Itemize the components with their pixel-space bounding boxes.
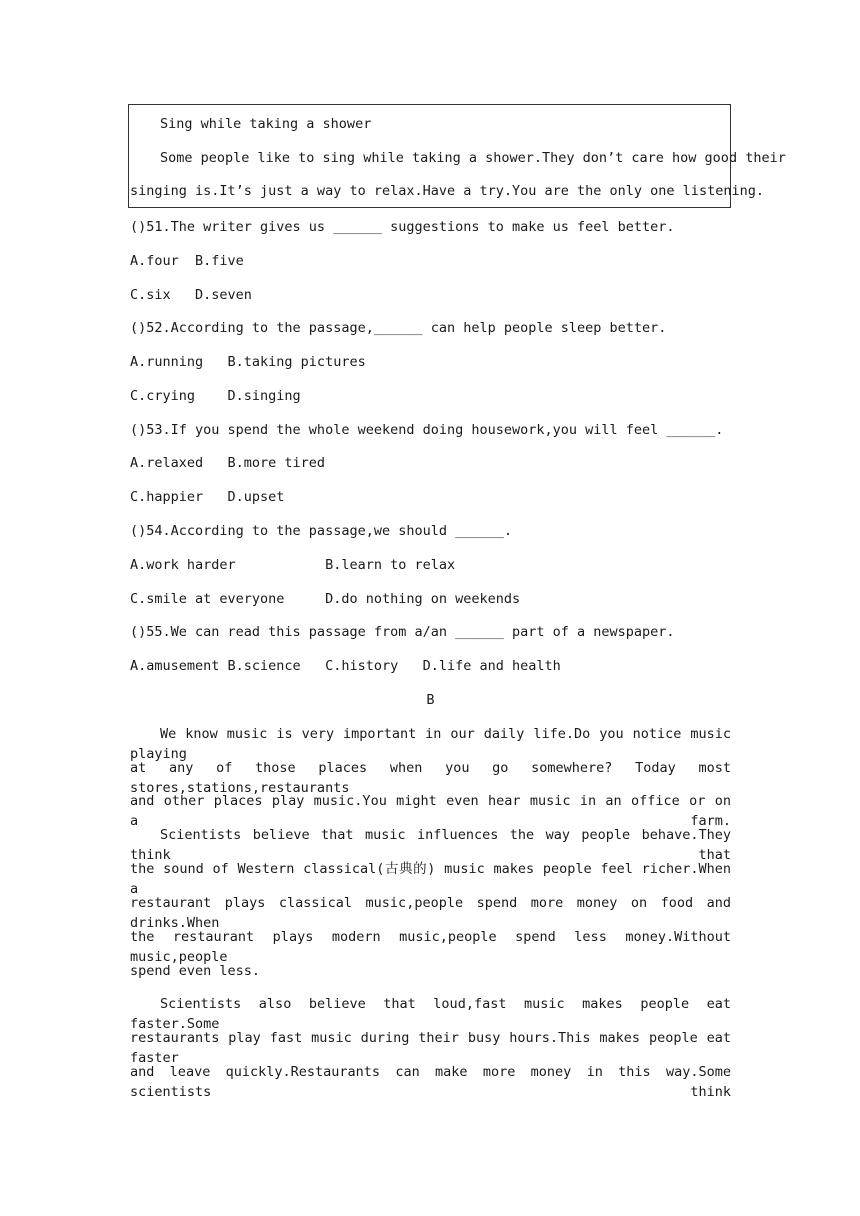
question-53: ()53.If you spend the whole weekend doing housework,you will feel ______. [130, 422, 724, 438]
question-54: ()54.According to the passage,we should ______. [130, 523, 513, 539]
question-option: C.happier D.upset [130, 489, 285, 505]
question-option: C.crying D.singing [130, 388, 301, 404]
question-option: A.relaxed B.more tired [130, 455, 326, 471]
question-option: A.work harder B.learn to relax [130, 557, 456, 573]
question-option: A.four B.five [130, 253, 244, 269]
question-option: A.amusement B.science C.history D.life and health [130, 658, 561, 674]
passage-line: restaurant plays classical music,people spend more money on food and drinks.When [130, 895, 731, 931]
reading-box [128, 104, 786, 208]
question-51: ()51.The writer gives us ______ suggestions to make us feel better. [130, 219, 675, 235]
question-option: A.running B.taking pictures [130, 354, 366, 370]
passage-line: the restaurant plays modern music,people spend less money.Without music,people [130, 929, 731, 965]
question-52: ()52.According to the passage,______ can help people sleep better. [130, 320, 667, 336]
question-55: ()55.We can read this passage from a/an ______ part of a newspaper. [130, 624, 675, 640]
passage-line: and other places play music.You might even hear music in an office or on a farm. [130, 793, 731, 829]
passage-line: Scientists believe that music influences the way people behave.They think that [130, 827, 731, 863]
passage-line: the sound of Western classical(古典的) music makes people feel richer.When a [130, 861, 731, 897]
question-option: C.six D.seven [130, 287, 252, 303]
question-option: C.smile at everyone D.do nothing on weekends [130, 591, 521, 607]
box-line: singing is.It’s just a way to relax.Have a try.You are the only one listening. [130, 183, 764, 199]
box-line: Some people like to sing while taking a shower.They don’t care how good their [160, 150, 786, 166]
passage-line: and leave quickly.Restaurants can make more money in this way.Some scientists think [130, 1064, 731, 1100]
passage-line: restaurants play fast music during their busy hours.This makes people eat faster [130, 1030, 731, 1066]
passage-line: spend even less. [130, 963, 261, 979]
box-title: Sing while taking a shower [160, 116, 372, 132]
passage-line: at any of those places when you go somewhere? Today most stores,stations,restaurants [130, 760, 731, 796]
section-label: B [426, 692, 435, 708]
passage-line: Scientists also believe that loud,fast music makes people eat faster.Some [130, 996, 731, 1032]
passage-line: We know music is very important in our daily life.Do you notice music playing [130, 726, 731, 762]
